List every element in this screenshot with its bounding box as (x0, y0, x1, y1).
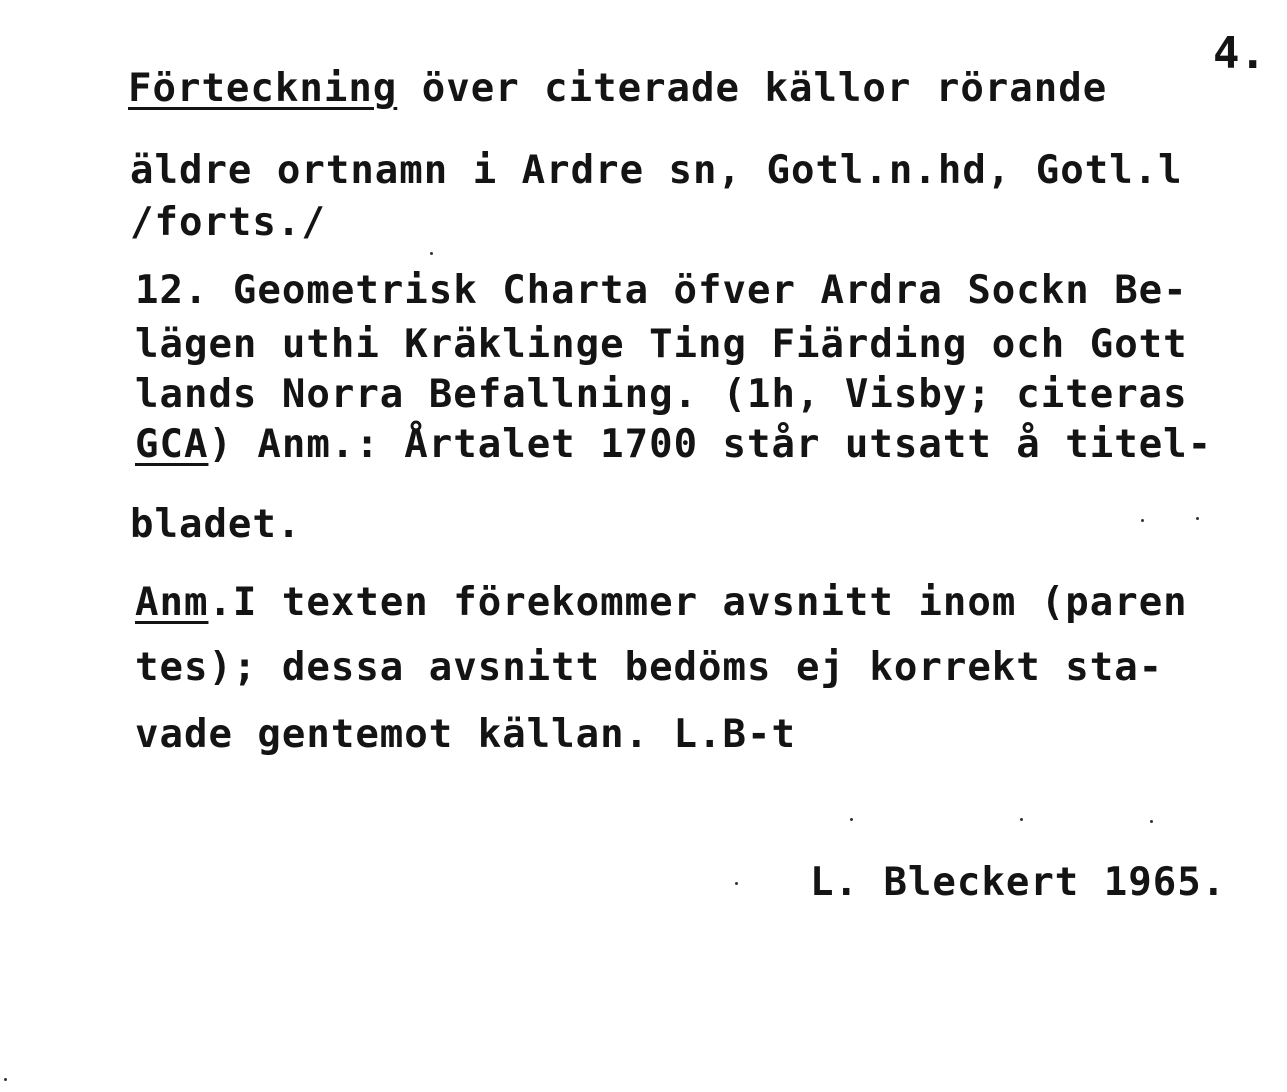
entry-12-line-1: 12. Geometrisk Charta öfver Ardra Sockn Be- (135, 268, 1188, 313)
note-line-1-rest: .I texten förekommer avsnitt inom (paren (208, 580, 1188, 625)
scan-speck (430, 252, 433, 255)
note-line-3: vade gentemot källan. L.B-t (135, 712, 796, 757)
note-label: Anm (135, 580, 209, 625)
entry-12-line-4-rest: ) Anm.: Årtalet 1700 står utsatt å titel- (208, 422, 1213, 467)
scan-speck (1141, 519, 1144, 522)
scan-speck (1150, 820, 1153, 823)
entry-12-line-4 (135, 422, 1212, 468)
source-abbreviation: GCA (135, 422, 209, 467)
entry-12-line-3: lands Norra Befallning. (1h, Visby; citeras (135, 372, 1188, 417)
scan-speck (1196, 517, 1199, 520)
entry-12-line-2: lägen uthi Kräklinge Ting Fiärding och Gott (135, 322, 1188, 367)
note-line-1 (135, 580, 1188, 626)
scan-speck (4, 1078, 7, 1081)
heading-title-word: Förteckning (128, 66, 398, 111)
heading-line-2: äldre ortnamn i Ardre sn, Gotl.n.hd, Gotl.l (130, 148, 1183, 193)
note-line-2: tes); dessa avsnitt bedöms ej korrekt sta- (135, 645, 1164, 690)
signature: L. Bleckert 1965. (810, 860, 1227, 905)
heading-line-1 (128, 66, 1107, 112)
scan-speck (850, 818, 853, 821)
scan-speck (735, 882, 738, 885)
heading-line-3: /forts./ (130, 200, 326, 245)
entry-12-line-5: bladet. (130, 502, 302, 547)
heading-title-rest: över citerade källor rörande (397, 66, 1108, 111)
page-number: 4. (1213, 28, 1266, 79)
scan-speck (1020, 818, 1023, 821)
